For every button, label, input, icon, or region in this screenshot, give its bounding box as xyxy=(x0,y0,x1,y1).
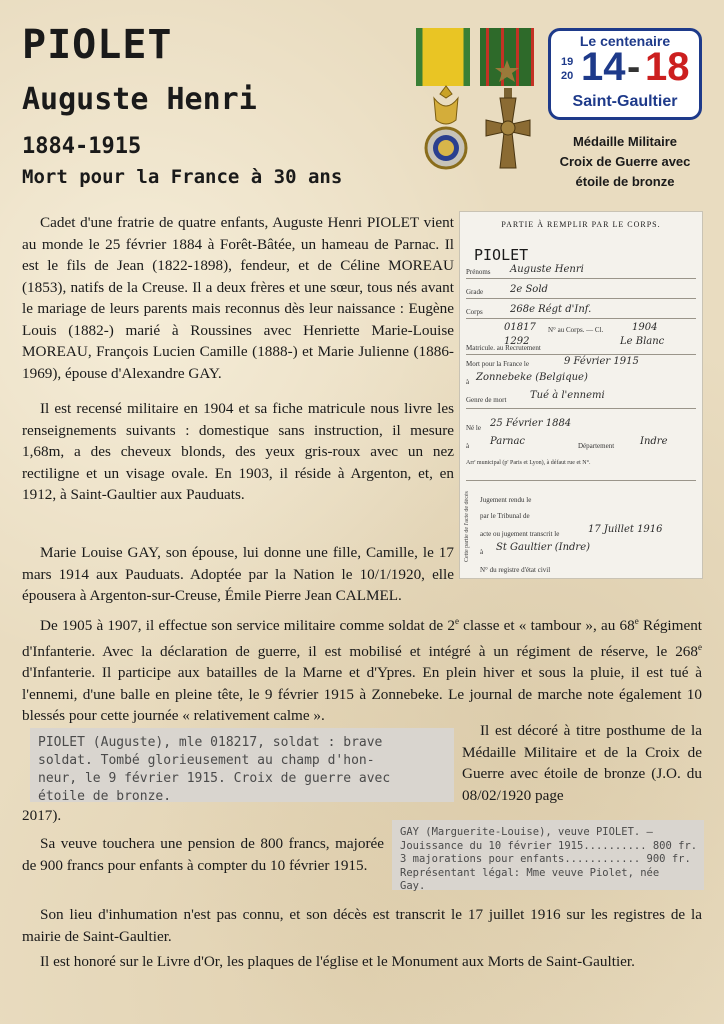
logo-number-18: 18 xyxy=(645,45,690,89)
record-label-recrutement: Matricule. au Recrutement xyxy=(466,344,541,352)
medals-caption-line: Croix de Guerre avec xyxy=(559,154,691,169)
paragraph-family: Cadet d'une fratrie de quatre enfants, Auguste Henri PIOLET vient au monde le 25 février 1884 à Forêt-Bâtée, un hameau de Parnac. Il est le fils de Jean (1822-1898), fendeur, et de Céline MOREAU (1853), natifs de la Creuse. Il a deux frères et une sœur, tous nés avant le mariage de leurs parents mais reconnus dès leur naissance : Eugène Louis (1882-) marié à Roussines avec Henriette Marie-Louise MOREAU, François Lucien Camille (1888-) et Marie Julienne (1886-1969), épouse d'Alexandre GAY. xyxy=(22,214,454,382)
paragraph-decorations-end: 2017). xyxy=(22,807,62,824)
record-label-acte: acte ou jugement transcrit le xyxy=(480,530,560,538)
record-value-grade: 2e Sold xyxy=(510,284,548,295)
paragraph-spouse: Marie Louise GAY, son épouse, lui donne une fille, Camille, le 17 mars 1914 aux Pauduats. Adoptée par la Nation le 10/1/1920, elle épousera à Argenton-sur-Creuse, Émile Pierre Jean CALMEL. xyxy=(22,544,454,604)
logo-dash: - xyxy=(627,45,641,89)
record-label-arrondissement: Arr' municipal (p' Paris et Lyon), à défaut rue et N°. xyxy=(466,460,591,466)
record-label-matricule: N° au Corps. — Cl. xyxy=(548,326,604,334)
record-label-jugement: Jugement rendu le xyxy=(480,496,532,504)
medaille-militaire-ribbon xyxy=(416,28,470,86)
pension-clipping xyxy=(392,820,704,890)
record-label-a: à xyxy=(466,378,470,386)
medals-caption-line: Médaille Militaire xyxy=(572,134,678,149)
record-label-registre: N° du registre d'état civil xyxy=(480,566,551,574)
record-value-prenoms: Auguste Henri xyxy=(510,264,584,275)
clipping-line: Gay. xyxy=(400,880,426,892)
clipping-line: soldat. Tombé glorieusement au champ d'hon- xyxy=(38,753,375,768)
bronze-star-icon xyxy=(492,56,522,86)
life-years: 1884-1915 xyxy=(22,134,142,159)
page-title-surname: PIOLET xyxy=(22,22,173,68)
clipping-line: neur, le 9 février 1915. Croix de guerre avec xyxy=(38,771,391,786)
clipping-line: PIOLET (Auguste), mle 018217, soldat : brave xyxy=(38,735,383,750)
record-value-genre-mort: Tué à l'ennemi xyxy=(530,390,605,401)
paragraph-military-service: De 1905 à 1907, il effectue son service militaire comme soldat de 2e classe et « tambour », au 68e Régiment d'Infanterie. Avec la déclaration de guerre, il est mobilisé et intégré à un régiment de réserve, le 268e d'Infanterie. Il participe aux batailles de la Marne et d'Ypres. En plein hiver et sous la pluie, il est tué à l'ennemi, d'une balle en pleine tête, le 9 février 1915 à Zonnebeke. Le journal de marche note également 10 blessés pour cette journée « relativement calme ». xyxy=(22,616,703,725)
paragraph-burial: Son lieu d'inhumation n'est pas connu, et son décès est transcrit le 17 juillet 1916 sur les registres de la mairie de Saint-Gaultier. xyxy=(22,906,702,945)
death-note: Mort pour la France à 30 ans xyxy=(22,166,343,188)
record-value-corps: 268e Régt d'Inf. xyxy=(510,304,592,315)
logo-year-small-2: 20 xyxy=(561,70,574,82)
paragraph-recensement: Il est recensé militaire en 1904 et sa fiche matricule nous livre les renseignements suivants : domestique sans instruction, il mesure 1,68m, a des cheveux blonds, des yeux gris-roux avec un nez rectiligne et un visage ovale. En 1903, il réside à Argenton, et, en 1912, à Saint-Gaultier aux Pauduats. xyxy=(22,400,454,503)
record-label-corps: Corps xyxy=(466,308,483,316)
paragraph-decorations: Il est décoré à titre posthume de la Médaille Militaire et de la Croix de Guerre avec étoile de bronze (J.O. du 08/02/1920 page xyxy=(462,722,702,804)
clipping-line: 3 majorations pour enfants............ 900 fr. xyxy=(400,853,691,865)
record-value-recrutement: 1292 xyxy=(504,336,530,347)
record-margin-note: Cette partie de l'acte de décès xyxy=(464,491,470,562)
clipping-line: étoile de bronze. xyxy=(38,789,172,804)
record-value-departement: Indre xyxy=(640,436,668,447)
record-value-lieu-mort: Zonnebeke (Belgique) xyxy=(476,372,588,383)
record-value-lieu-naissance: Parnac xyxy=(490,436,526,447)
record-value-date-naissance: 25 Février 1884 xyxy=(490,418,572,429)
record-label-grade: Grade xyxy=(466,288,484,296)
record-value-classe: 1904 xyxy=(632,322,658,333)
record-value-date-mort: 9 Février 1915 xyxy=(564,356,639,367)
record-label-ne-le: Né le xyxy=(466,424,481,432)
record-label-a3: à xyxy=(480,548,484,556)
record-header: PARTIE À REMPLIR PAR LE CORPS. xyxy=(501,220,661,229)
clipping-line: Représentant légal: Mme veuve Piolet, née xyxy=(400,866,660,879)
centenaire-logo xyxy=(548,28,702,120)
jo-citation-clipping xyxy=(30,728,454,802)
logo-top-text: Le centenaire xyxy=(579,33,671,49)
record-value-transcrit: 17 Juillet 1916 xyxy=(588,524,663,535)
record-value-recrutement-place: Le Blanc xyxy=(620,336,665,347)
croix-de-guerre-icon xyxy=(478,88,538,174)
record-label-a2: à xyxy=(466,442,470,450)
logo-number-14: 14 xyxy=(581,45,626,89)
medals-caption-line: étoile de bronze xyxy=(575,174,675,189)
record-label-tribunal: par le Tribunal de xyxy=(480,512,530,520)
logo-year-small-1: 19 xyxy=(561,56,574,68)
record-value-lieu-transcrit: St Gaultier (Indre) xyxy=(496,542,591,553)
death-record-scan xyxy=(460,212,702,578)
medaille-militaire-icon xyxy=(416,84,476,174)
record-label-prenoms: Prénoms xyxy=(466,268,491,276)
page-title-given-names: Auguste Henri xyxy=(22,82,257,117)
record-label-departement: Département xyxy=(578,442,615,450)
paragraph-pension: Sa veuve touchera une pension de 800 francs, majorée de 900 francs pour enfants à compter du 10 février 1915. xyxy=(22,835,384,874)
clipping-line: GAY (Marguerite-Louise), veuve PIOLET. — xyxy=(400,826,653,838)
paragraph-honours: Il est honoré sur le Livre d'Or, les plaques de l'église et le Monument aux Morts de Saint-Gaultier. xyxy=(40,953,635,970)
record-name: PIOLET xyxy=(474,246,529,264)
record-label-genre: Genre de mort xyxy=(466,396,507,404)
record-value-matricule: 01817 xyxy=(504,322,536,333)
clipping-line: Jouissance du 10 février 1915.......... 800 fr. xyxy=(400,839,698,852)
medals-caption xyxy=(540,132,710,192)
record-label-mort-le: Mort pour la France le xyxy=(466,360,529,368)
logo-bottom-text: Saint-Gaultier xyxy=(572,93,678,110)
